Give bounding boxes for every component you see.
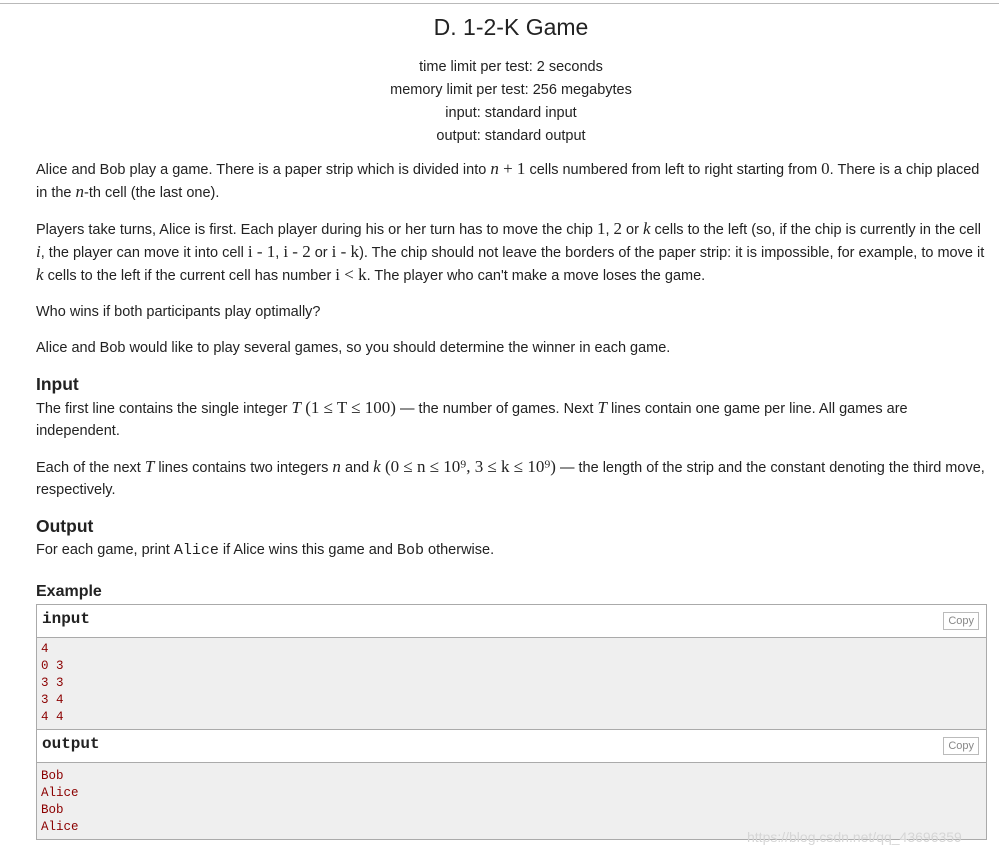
- example-output-label: output: [42, 735, 100, 753]
- output-line: Bob: [41, 769, 64, 783]
- copy-output-button[interactable]: Copy: [943, 737, 979, 755]
- memory-limit: memory limit per test: 256 megabytes: [390, 82, 632, 98]
- top-divider: [0, 3, 999, 4]
- problem-header: [0, 12, 999, 148]
- input-paragraph-2: Each of the next T lines contains two integers n and k (0 ≤ n ≤ 10⁹, 3 ≤ k ≤ 10⁹) — the length of the strip and the constant denoting the third move, respectively.: [36, 457, 985, 498]
- example-input-header: [37, 605, 986, 638]
- statement-paragraph-2: Players take turns, Alice is first. Each player during his or her turn has to move the chip 1, 2 or k cells to the left (so, if the chip is currently in the cell i, the player can move it into cell i - 1, i - 2 or i - k). The chip should not leave the borders of the paper strip: it is impossible, for example, to move it k cells to the left if the current cell has number i < k. The player who can't make a move loses the game.: [36, 219, 985, 284]
- example-title: Example: [36, 583, 102, 600]
- statement-paragraph-1: Alice and Bob play a game. There is a paper strip which is divided into n + 1 cells numbered from left to right starting from 0. There is a chip placed in the n-th cell (the last one).: [36, 159, 980, 201]
- output-section-title: Output: [36, 516, 94, 536]
- input-paragraph-1: The first line contains the single integer T (1 ≤ T ≤ 100) — the number of games. Next T lines contain one game per line. All games are independent.: [36, 398, 908, 439]
- input-section-title: Input: [36, 374, 79, 394]
- output-line: Alice: [41, 786, 79, 800]
- statement-paragraph-4: Alice and Bob would like to play several games, so you should determine the winner in each game.: [36, 340, 671, 356]
- example-output-header: [37, 730, 986, 763]
- output-line: Bob: [41, 803, 64, 817]
- output-paragraph: For each game, print Alice if Alice wins this game and Bob otherwise.: [36, 542, 495, 559]
- input-line: 3 4: [41, 693, 64, 707]
- input-line: 0 3: [41, 659, 64, 673]
- copy-input-button[interactable]: Copy: [943, 612, 979, 630]
- example-output-content: [37, 763, 986, 839]
- time-limit: time limit per test: 2 seconds: [419, 59, 603, 75]
- input-line: 3 3: [41, 676, 64, 690]
- input-line: 4 4: [41, 710, 64, 724]
- example-input-content: [37, 638, 986, 730]
- example-box: [36, 604, 987, 840]
- input-file: input: standard input: [445, 105, 577, 121]
- input-line: 4: [41, 642, 49, 656]
- example-input-label: input: [42, 610, 91, 628]
- watermark: https://blog.csdn.net/qq_43696359: [747, 829, 962, 845]
- output-file: output: standard output: [436, 128, 586, 144]
- problem-statement: [36, 158, 986, 840]
- output-line: Alice: [41, 820, 79, 834]
- statement-paragraph-3: Who wins if both participants play optimally?: [36, 304, 321, 320]
- problem-title: D. 1-2-K Game: [433, 14, 589, 40]
